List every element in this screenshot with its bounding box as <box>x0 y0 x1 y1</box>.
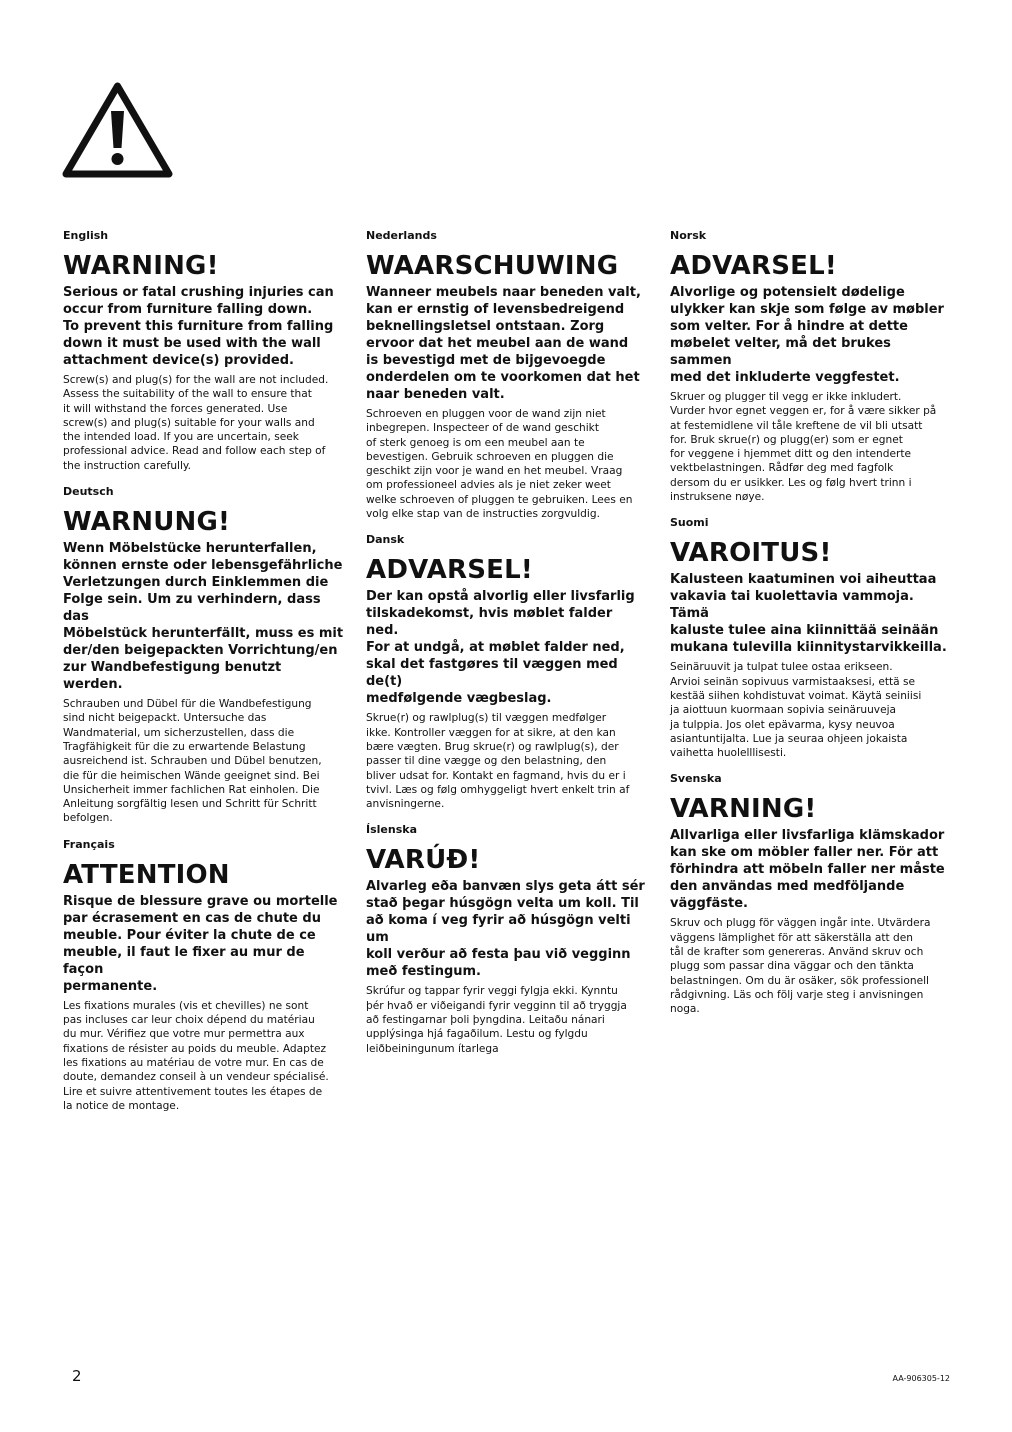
section-deutsch <box>63 485 345 826</box>
column-1 <box>63 229 345 1125</box>
warning-heading: WARNING! <box>63 251 219 281</box>
warning-details: Schroeven en pluggen voor de wand zijn niet inbegrepen. Inspecteer of de wand geschikt of sterk genoeg is om een meubel aan te bevestigen. Gebruik schroeven en pluggen die geschikt zijn voor je wand en het meubel. Vraag om professioneel advies als je niet zeker weet welke schroeven of pluggen te gebruiken. Lees en volg elke stap van de instructies zorgvuldig. <box>366 408 633 521</box>
warning-heading: VARNING! <box>670 794 817 825</box>
warning-summary: Alvorlige og potensielt dødelige ulykker kan skje som følge av møbler som velter. For å hindre at dette møbelet velter, må det brukes sammen med det inkluderte veggfestet. <box>670 285 944 385</box>
language-label: Dansk <box>366 533 405 547</box>
language-label: Français <box>63 837 115 851</box>
warning-summary: Kalusteen kaatuminen voi aiheuttaa vakavia tai kuolettavia vammoja. Tämä kaluste tulee aina kiinnittää seinään mukana tulevilla kiinnitystarvikkeilla. <box>670 572 947 656</box>
warning-summary: Wanneer meubels naar beneden valt, kan er ernstig of levensbedreigend beknellingsletsel ontstaan. Zorg ervoor dat het meubel aan de wand is bevestigd met de bijgevoegde onderdelen om te voorkomen dat het naar beneden valt. <box>366 285 641 402</box>
warning-heading: VAROITUS! <box>670 538 832 569</box>
warning-heading: WARNUNG! <box>63 507 231 538</box>
section-islenska <box>366 823 648 1055</box>
warning-details: Skrúfur og tappar fyrir veggi fylgja ekki. Kynntu þér hvað er viðeigandi fyrir vegginn til að tryggja að festingarnar þoli þyngdina. Leitaðu nánari upplýsinga hjá fagaðilum. Lestu og fylgdu leiðbeiningunum ítarlega <box>366 985 627 1055</box>
warning-summary: Allvarliga eller livsfarliga klämskador kan ske om möbler faller ner. För att förhindra att möbeln faller ner måste den användas med medföljande väggfäste. <box>670 828 945 912</box>
language-label: English <box>63 229 109 242</box>
column-2 <box>366 229 648 1068</box>
warning-details: Seinäruuvit ja tulpat tulee ostaa erikseen. Arvioi seinän sopivuus varmistaaksesi, että se kestää siihen kohdistuvat voimat. Käytä seiniisi ja aiottuun kuormaan sopivia seinäruuveja ja tulppia. Jos olet epävarma, kysy neuvoa asiantuntijalta. Lue ja seuraa ohjeen jokaista vaihetta huolelllisesti. <box>670 661 922 760</box>
section-dansk <box>366 533 648 811</box>
language-label: Íslenska <box>366 823 417 837</box>
language-label: Deutsch <box>63 485 114 499</box>
document-code: AA-906305-12 <box>892 1374 950 1383</box>
warning-heading: ADVARSEL! <box>670 251 837 281</box>
warning-details: Les fixations murales (vis et chevilles) ne sont pas incluses car leur choix dépend du matériau du mur. Vérifiez que votre mur permettra aux fixations de résister au poids du meuble. Adaptez les fixations au matériau de votre mur. En cas de doute, demandez conseil à un vendeur spécialisé. Lire et suivre attentivement toutes les étapes de la notice de montage. <box>63 999 329 1112</box>
warning-details: Skruer og plugger til vegg er ikke inkludert. Vurder hvor egnet veggen er, for å være sikker på at festemidlene vil tåle kreftene de vil bli utsatt for. Bruk skrue(r) og plugg(er) som er egnet for veggene i hjemmet ditt og den intenderte vektbelastningen. Rådfør deg med fagfolk dersom du er usikker. Les og følg hvert trinn i instruksene nøye. <box>670 391 937 504</box>
warning-heading: ATTENTION <box>63 859 230 890</box>
warning-summary: Wenn Möbelstücke herunterfallen, können ernste oder lebensgefährliche Verletzungen durch Einklemmen die Folge sein. Um zu verhindern, dass das Möbelstück herunterfällt, muss es mit der/den beigepackten Vorrichtung/en zur Wandbefestigung benutzt werden. <box>63 541 344 693</box>
page-number: 2 <box>72 1367 82 1385</box>
language-label: Norsk <box>670 229 707 242</box>
language-label: Nederlands <box>366 229 437 242</box>
warning-details: Skruv och plugg för väggen ingår inte. Utvärdera väggens lämplighet för att säkerställa att den tål de krafter som genereras. Använd skruv och plugg som passar dina väggar och den tänkta belastningen. Om du är osäker, sök professionell rådgivning. Läs och följ varje steg i anvisningen noga. <box>670 917 931 1016</box>
column-3 <box>670 229 952 1029</box>
warning-triangle-icon <box>61 80 174 179</box>
warning-summary: Risque de blessure grave ou mortelle par écrasement en cas de chute du meuble. Pour éviter la chute de ce meuble, il faut le fixer au mur de façon permanente. <box>63 893 338 994</box>
section-francais <box>63 838 345 1113</box>
section-svenska <box>670 772 952 1016</box>
warning-summary: Serious or fatal crushing injuries can occur from furniture falling down. To prevent this furniture from falling down it must be used with the wall attachment device(s) provided. <box>63 285 334 368</box>
language-label: Svenska <box>670 772 722 786</box>
warning-heading: VARÚÐ! <box>366 845 481 876</box>
section-nederlands <box>366 229 648 521</box>
warning-details: Schrauben und Dübel für die Wandbefestigung sind nicht beigepackt. Untersuche das Wandmaterial, um sicherzustellen, dass die Tragfähigkeit für die zu erwartende Belastung ausreichend ist. Schrauben und Dübel benutzen, die für die heimischen Wände geeignet sind. Bei Unsicherheit immer fachlichen Rat einholen. Die Anleitung sorgfältig lesen und Schritt für Schritt befolgen. <box>63 698 322 825</box>
warning-summary: Alvarleg eða banvæn slys geta átt sér stað þegar húsgögn velta um koll. Til að koma í veg fyrir að húsgögn velti um koll verður að festa þau við vegginn með festingum. <box>366 879 645 980</box>
section-suomi <box>670 516 952 760</box>
warning-heading: ADVARSEL! <box>366 555 533 586</box>
warning-details: Screw(s) and plug(s) for the wall are not included. Assess the suitability of the wall to ensure that it will withstand the forces generated. Use screw(s) and plug(s) suitable for your walls and the intended load. If you are uncertain, seek professional advice. Read and follow each step of the instruction carefully. <box>63 374 329 472</box>
warning-summary: Der kan opstå alvorlig eller livsfarlig tilskadekomst, hvis møblet falder ned. For at undgå, at møblet falder ned, skal det fastgøres til væggen med de(t) medfølgende vægbeslag. <box>366 589 635 707</box>
warning-heading: WAARSCHUWING <box>366 251 619 281</box>
warning-details: Skrue(r) og rawlplug(s) til væggen medfølger ikke. Kontroller væggen for at sikre, at den kan bære vægten. Brug skrue(r) og rawlplug(s), der passer til dine vægge og den belastning, den bliver udsat for. Kontakt en fagmand, hvis du er i tvivl. Læs og følg omhyggeligt hvert enkelt trin af anvisningerne. <box>366 712 630 811</box>
section-norsk <box>670 229 952 504</box>
section-english <box>63 229 345 473</box>
language-label: Suomi <box>670 516 709 530</box>
